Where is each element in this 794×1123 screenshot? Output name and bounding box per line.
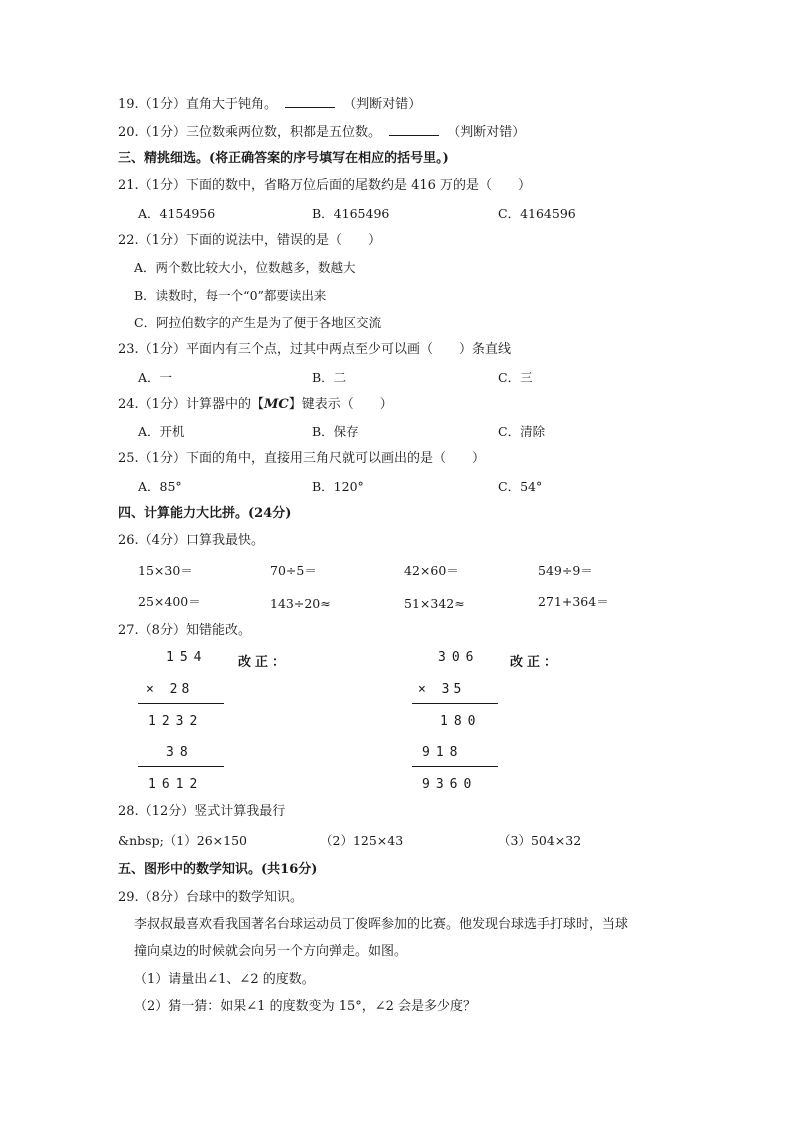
q28-item-3: （3）504×32 [498, 833, 582, 848]
q25-option-a[interactable]: A．85° [138, 479, 182, 494]
q28-stem: 28.（12分）竖式计算我最行 [118, 804, 286, 819]
q27-right-partial-2: 918 [422, 745, 464, 760]
q29-paragraph-line-2: 撞向桌边的时候就会向另一个方向弹走。如图。 [134, 944, 408, 959]
q26-item: 15×30＝ [138, 563, 193, 578]
q25-stem: 25.（1分）下面的角中，直接用三角尺就可以画出的是（ ） [118, 451, 485, 466]
q27-left-fix-label: 改正： [238, 655, 290, 670]
q24-option-a[interactable]: A．开机 [138, 424, 185, 439]
q21-stem: 21.（1分）下面的数中，省略万位后面的尾数约是 416 万的是（ ） [118, 178, 532, 193]
q22-option-b[interactable]: B．读数时，每一个“0”都要读出来 [134, 288, 327, 303]
q24-mc-key: MC [263, 397, 289, 412]
q22-option-c[interactable]: C．阿拉伯数字的产生是为了便于各地区交流 [134, 315, 382, 330]
q27-left-rule-2 [138, 766, 224, 767]
q27-right-multiplier: × 35 [418, 682, 466, 697]
q27-left-product: 1612 [148, 777, 204, 792]
q24-stem-before: 24.（1分）计算器中的【 [118, 397, 264, 412]
q23-option-b[interactable]: B．二 [312, 370, 347, 385]
q19-answer-blank[interactable] [285, 95, 335, 108]
q20 [118, 123, 525, 142]
q19 [118, 95, 421, 114]
q19-text: 19.（1分）直角大于钝角。 [118, 97, 277, 112]
q20-answer-blank[interactable] [389, 123, 439, 136]
q22-option-a[interactable]: A．两个数比较大小，位数越多，数越大 [134, 260, 356, 275]
q25-option-c[interactable]: C．54° [498, 479, 543, 494]
q27-right-product: 9360 [422, 777, 478, 792]
q26-item: 549÷9＝ [538, 563, 593, 578]
q27-stem: 27.（8分）知错能改。 [118, 623, 251, 638]
q20-text: 20.（1分）三位数乘两位数，积都是五位数。 [118, 125, 381, 140]
q27-left-partial-2: 38 [166, 745, 194, 760]
q27-right-multiplicand: 306 [438, 650, 480, 665]
section-5-heading: 五、图形中的数学知识。(共16分) [118, 862, 318, 877]
section-4-heading: 四、计算能力大比拼。(24分) [118, 506, 292, 521]
q29-subquestion-2: （2）猜一猜：如果∠1 的度数变为 15°，∠2 会是多少度？ [134, 999, 477, 1014]
q27-right-rule-2 [412, 766, 498, 767]
q29-subquestion-1: （1）请量出∠1、∠2 的度数。 [134, 972, 315, 987]
q29-paragraph-line-1: 李叔叔最喜欢看我国著名台球运动员丁俊晖参加的比赛。他发现台球选手打球时，当球 [134, 917, 629, 932]
q21-option-a[interactable]: A．4154956 [138, 206, 216, 221]
q24-stem [118, 396, 393, 414]
q27-right-partial-1: 180 [440, 714, 482, 729]
q26-item: 25×400＝ [138, 594, 201, 609]
q19-suffix: （判断对错） [343, 97, 422, 112]
q21-option-b[interactable]: B．4165496 [312, 206, 390, 221]
q29-stem: 29.（8分）台球中的数学知识。 [118, 890, 303, 905]
q27-left-multiplier: × 28 [146, 682, 194, 697]
q27-left-partial-1: 1232 [148, 714, 204, 729]
q20-suffix: （判断对错） [447, 125, 526, 140]
section-3-heading: 三、精挑细选。(将正确答案的序号填写在相应的括号里。) [118, 151, 449, 166]
q26-item: 271+364＝ [538, 594, 609, 609]
q23-stem: 23.（1分）平面内有三个点，过其中两点至少可以画（ ）条直线 [118, 342, 511, 357]
q26-item: 42×60＝ [404, 563, 459, 578]
q24-stem-after: 】键表示（ ） [288, 397, 393, 412]
q27-left-rule-1 [138, 703, 224, 704]
q23-option-c[interactable]: C．三 [498, 370, 533, 385]
q22-stem: 22.（1分）下面的说法中，错误的是（ ） [118, 233, 381, 248]
q25-option-b[interactable]: B．120° [312, 479, 364, 494]
q27-right-rule-1 [412, 703, 498, 704]
q28-item-2: （2）125×43 [320, 833, 404, 848]
q24-option-b[interactable]: B．保存 [312, 424, 359, 439]
q24-option-c[interactable]: C．清除 [498, 424, 546, 439]
q27-left-multiplicand: 154 [166, 650, 208, 665]
q28-item-1: &nbsp;（1）26×150 [118, 833, 247, 848]
q27-right-fix-label: 改正： [510, 655, 562, 670]
q23-option-a[interactable]: A．一 [138, 370, 173, 385]
q26-item: 143÷20≈ [270, 596, 331, 611]
q26-stem: 26.（4分）口算我最快。 [118, 533, 264, 548]
q26-item: 51×342≈ [404, 596, 465, 611]
q26-item: 70÷5＝ [270, 563, 317, 578]
q21-option-c[interactable]: C．4164596 [498, 206, 576, 221]
